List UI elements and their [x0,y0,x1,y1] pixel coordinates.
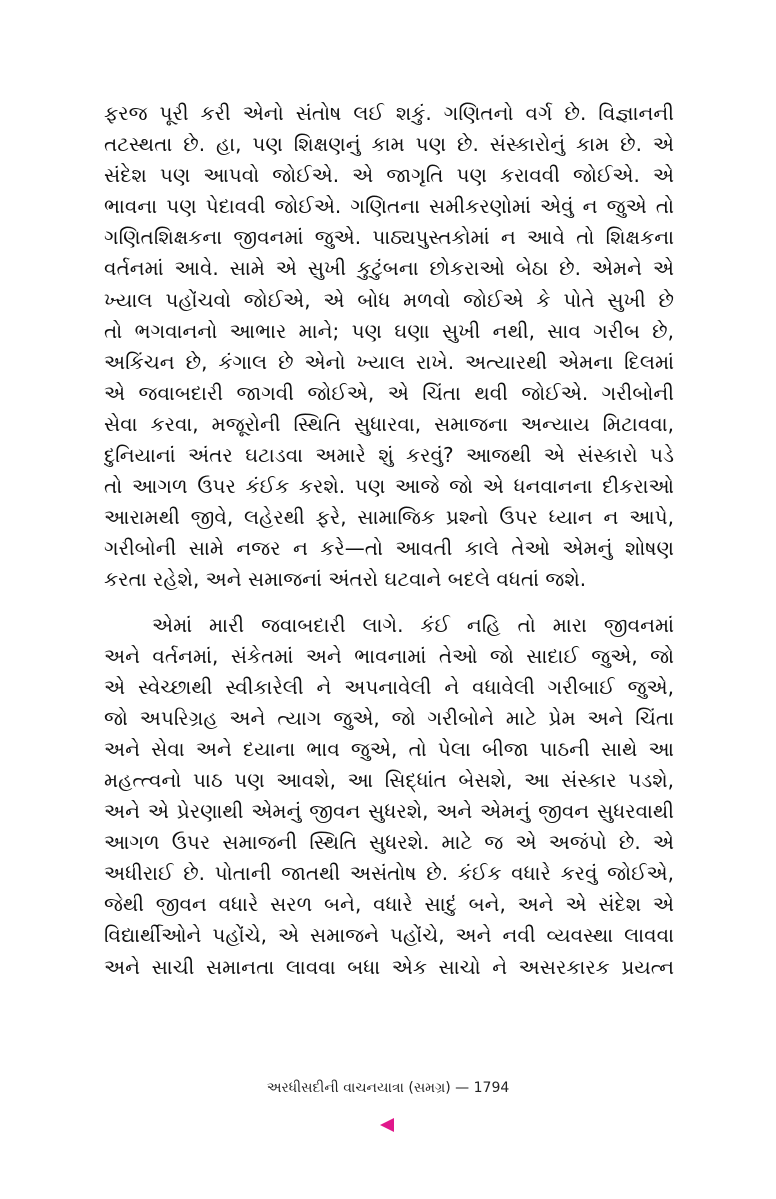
text-line: અકિંચન છે, કંગાલ છે એનો ખ્યાલ રાખે. અત્યારથી એમના દિલમાં [104,349,674,374]
text-line: અને સેવા અને દયાના ભાવ જુએ, તો પેલા બીજા પાઠની સાથે આ [104,736,674,761]
text-line: આરામથી જીવે, લહેરથી ફરે, સામાજિક પ્રશ્નો ઉપર ધ્યાન ન આપે, [104,505,674,530]
text-line: વર્તનમાં આવે. સામે એ સુખી કુટુંબના છોકરાઓ બેઠા છે. એમને એ [104,256,674,281]
text-line: જેથી જીવન વધારે સરળ બને, વધારે સાદું બને, અને એ સંદેશ એ [104,892,674,917]
text-line: તટસ્થતા છે. હા, પણ શિક્ષણનું કામ પણ છે. સંસ્કારોનું કામ છે. એ [104,132,674,157]
paragraph-1 [104,98,674,596]
text-line: મહત્ત્વનો પાઠ પણ આવશે, આ સિદ્ધાંત બેસશે, આ સંસ્કાર પડશે, [104,767,674,792]
text-line: સેવા કરવા, મજૂરોની સ્થિતિ સુધારવા, સમાજના અન્યાય મિટાવવા, [104,411,674,436]
text-line: ખ્યાલ પહોંચવો જોઈએ, એ બોધ મળવો જોઈએ કે પોતે સુખી છે [104,287,674,312]
text-line: એ સ્વેચ્છાથી સ્વીકારેલી ને અપનાવેલી ને વધાવેલી ગરીબાઈ જુએ, [104,674,674,699]
text-line: તો આગળ ઉપર કંઈક કરશે. પણ આજે જો એ ધનવાનના દીકરાઓ [104,474,674,499]
text-line: આગળ ઉપર સમાજની સ્થિતિ સુધરશે. માટે જ એ અજંપો છે. એ [104,830,674,855]
text-line: અને વર્તનમાં, સંકેતમાં અને ભાવનામાં તેઓ જો સાદાઈ જુએ, જો [104,643,674,668]
text-line: ગણિતશિક્ષકના જીવનમાં જુએ. પાઠ્યપુસ્તકોમાં ન આવે તો શિક્ષકના [104,225,674,250]
paragraph-2 [104,610,674,983]
text-line: અને સાચી સમાનતા લાવવા બધા એક સાચો ને અસરકારક પ્રયત્ન [104,954,674,979]
text-line: સંદેશ પણ આપવો જોઈએ. એ જાગૃતિ પણ કરાવવી જોઈએ. એ [104,163,674,188]
text-line: અધીરાઈ છે. પોતાની જાતથી અસંતોષ છે. કંઈક વધારે કરવું જોઈએ, [104,861,674,886]
text-line: જો અપરિગ્રહ અને ત્યાગ જુએ, જો ગરીબોને માટે પ્રેમ અને ચિંતા [104,705,674,730]
text-line: ભાવના પણ પેદાવવી જોઈએ. ગણિતના સમીકરણોમાં એવું ન જુએ તો [104,194,674,219]
triangle-left-icon[interactable] [380,1118,394,1132]
text-line: એ જવાબદારી જાગવી જોઈએ, એ ચિંતા થવી જોઈએ. ગરીબોની [104,380,674,405]
text-line: તો ભગવાનનો આભાર માને; પણ ઘણા સુખી નથી, સાવ ગરીબ છે, [104,318,674,343]
text-line: અને એ પ્રેરણાથી એમનું જીવન સુધરશે, અને એમનું જીવન સુધરવાથી [104,799,674,824]
text-line: એમાં મારી જવાબદારી લાગે. કંઈ નહિ તો મારા જીવનમાં [152,612,674,637]
text-line: દુનિયાનાં અંતર ઘટાડવા અમારે શું કરવું? આજથી એ સંસ્કારો પડે [104,443,674,468]
body-text [104,98,674,983]
text-line: ગરીબોની સામે નજર ન કરે—તો આવતી કાલે તેઓ એમનું શોષણ [104,536,674,561]
text-line: ફરજ પૂરી કરી એનો સંતોષ લઈ શકું. ગણિતનો વર્ગ છે. વિજ્ઞાનની [104,101,674,125]
paragraph-gap [104,596,674,610]
text-line: વિદ્યાર્થીઓને પહોંચે, એ સમાજને પહોંચે, અને નવી વ્યવસ્થા લાવવા [104,923,674,948]
page-footer: અરધીસદીની વાચનયાત્રા (સમગ્ર) — 1794 [266,1080,510,1096]
text-line: કરતા રહેશે, અને સમાજનાં અંતરો ઘટવાને બદલે વધતાં જશે. [104,567,587,592]
